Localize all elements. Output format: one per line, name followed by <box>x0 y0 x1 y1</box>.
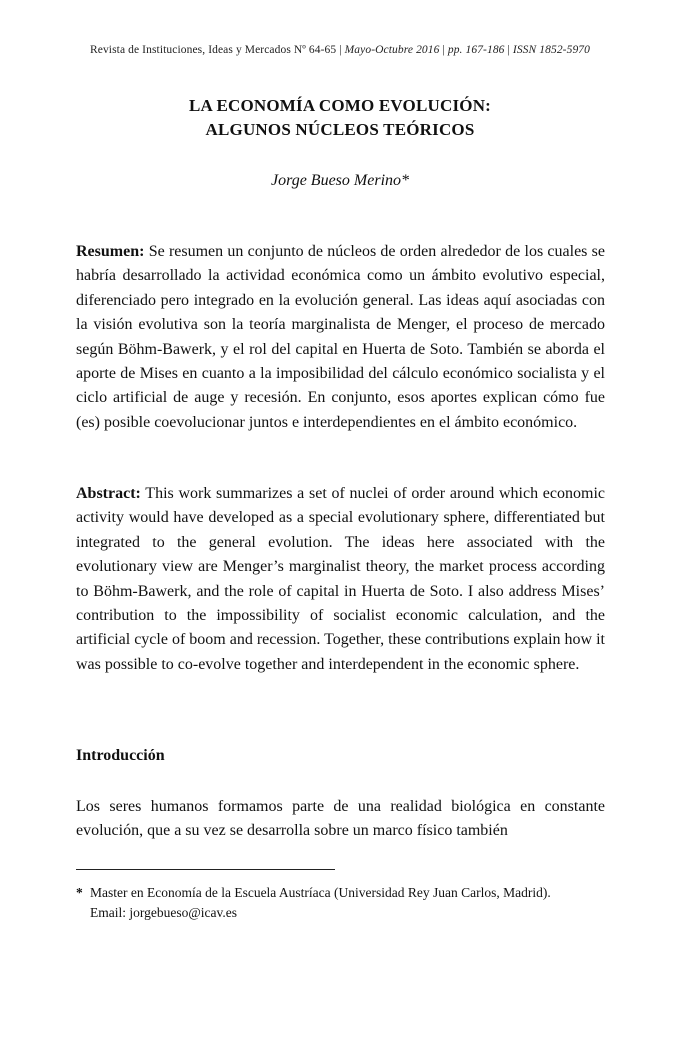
header-separator: | <box>439 44 448 56</box>
footnote-divider <box>76 869 335 870</box>
section-heading-introduccion: Introducción <box>76 747 165 764</box>
abstract-label: Abstract: <box>76 485 141 502</box>
footnote-mark: * <box>76 885 83 900</box>
author-name: Jorge Bueso Merino* <box>270 172 410 189</box>
issn: ISSN 1852-5970 <box>512 44 590 56</box>
footnote-affiliation: Master en Economía de la Escuela Austríaca (Universidad Rey Juan Carlos, Madrid). <box>90 885 551 900</box>
running-header <box>60 44 620 56</box>
title-line-1: LA ECONOMÍA COMO EVOLUCIÓN: <box>188 96 492 115</box>
resumen-text: Se resumen un conjunto de núcleos de orden alrededor de los cuales se habría desarrollado la actividad económica como un ámbito evolutivo especial, diferenciado pero integrado en la evolución general. Las ideas aquí asociadas con la visión evolutiva son la teoría marginalista de Menger, el proceso de mercado según Böhm-Bawerk, y el rol del capital en Huerta de Soto. También se aborda el aporte de Mises en cuanto a la imposibilidad del cálculo económico socialista y el ciclo artificial de auge y recesión. En conjunto, esos aportes explican cómo fue (es) posible coevolucionar juntos e interdependientes en el ámbito económico. <box>76 243 605 431</box>
page-range: pp. 167-186 <box>447 44 505 56</box>
article-title <box>60 94 620 142</box>
title-line-2: ALGUNOS NÚCLEOS TEÓRICOS <box>205 120 475 139</box>
footnote-email: Email: jorgebueso@icav.es <box>90 905 238 920</box>
journal-name: Revista de Instituciones, Ideas y Mercados Nº 64-65 <box>89 44 337 56</box>
intro-paragraph: Los seres humanos formamos parte de una realidad biológica en constante evolución, que a su vez se desarrolla sobre un marco físico también <box>76 798 605 840</box>
abstract-paragraph <box>76 482 605 677</box>
resumen-paragraph <box>76 240 605 435</box>
header-separator: | <box>336 44 345 56</box>
resumen-label: Resumen: <box>76 243 145 260</box>
header-separator: | <box>504 44 513 56</box>
footnote <box>76 883 605 923</box>
issue-date: Mayo-Octubre 2016 <box>344 44 440 56</box>
abstract-text: This work summarizes a set of nuclei of order around which economic activity would have developed as a special evolutionary sphere, differentiated but integrated to the general evolution. The ideas here associated with the evolutionary view are Menger’s marginalist theory, the market process according to Böhm-Bawerk, and the role of capital in Huerta de Soto. I also address Mises’ contribution to the impossibility of socialist economic calculation, and the artificial cycle of boom and recession. Together, these contributions explain how it was possible to co-evolve together and interdependent in the economic sphere. <box>76 485 605 673</box>
